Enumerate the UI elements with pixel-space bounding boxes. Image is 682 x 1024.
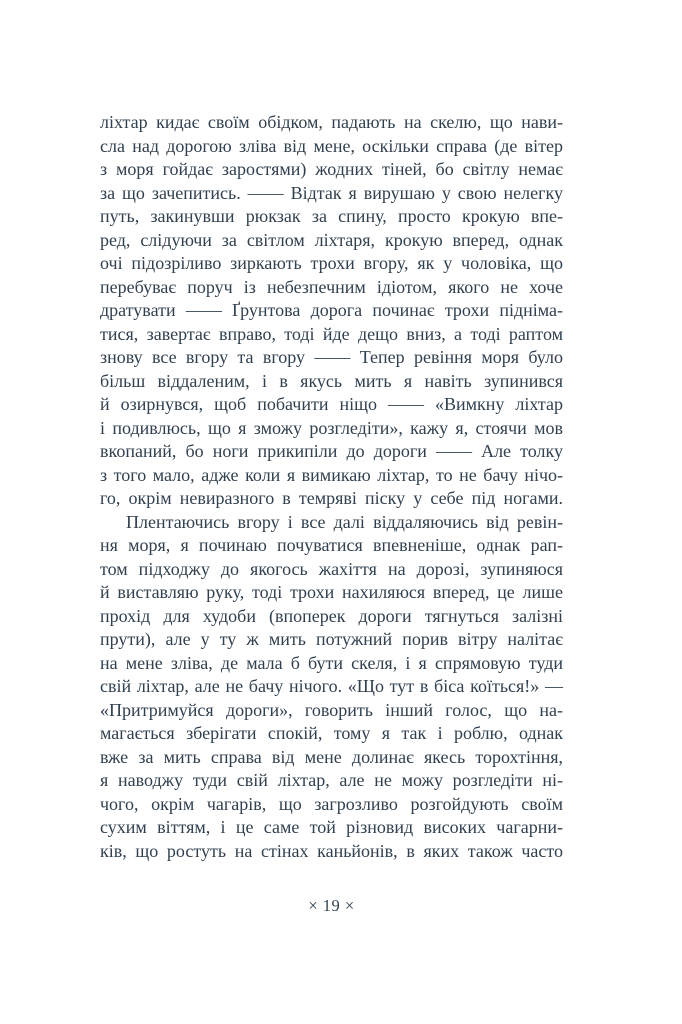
text-line: більш віддаленим, і в якусь мить я навіть зупинився <box>100 370 563 391</box>
paragraph-1 <box>100 111 563 511</box>
text-line: вкопаний, бо ноги прикипіли до дороги —— Але толку <box>100 441 563 461</box>
text-line: і подивлюсь, що я зможу розгледіти», кажу я, стоячи мов <box>100 417 563 438</box>
page-number-text: × 19 × <box>308 896 355 915</box>
text-line: перебуває поруч із небезпечним ідіотом, якого не хоче <box>100 276 563 297</box>
text-line: ред, слідуючи за світлом ліхтаря, крокую вперед, однак <box>100 229 563 250</box>
text-line: ня моря, я починаю почуватися впевненіше, однак рап- <box>100 535 563 555</box>
text-line: чого, окрім чагарів, що загрозливо розгойдують своїм <box>100 793 563 814</box>
text-line: на мене зліва, де мала б бути скеля, і я спрямовую туди <box>100 652 563 673</box>
text-block <box>100 111 563 863</box>
text-line: з того мало, адже коли я вимикаю ліхтар, то не бачу нічо- <box>100 464 563 485</box>
text-line: магається зберігати спокій, тому я так і роблю, однак <box>100 723 563 743</box>
text-line: й озирнувся, щоб побачити ніщо —— «Вимкну ліхтар <box>100 394 563 414</box>
text-line: вже за мить справа від мене долинає якесь торохтіння, <box>100 746 563 767</box>
paragraph-2 <box>100 511 563 864</box>
text-line: за що зачепитись. —— Відтак я вирушаю у свою нелегку <box>100 182 563 203</box>
text-line: го, окрім невиразного в темряві піску у себе під ногами. <box>100 488 563 508</box>
text-line: тися, завертає вправо, тоді йде дещо вниз, а тоді раптом <box>100 323 563 344</box>
text-line: дратувати —— Ґрунтова дорога починає трохи підніма- <box>100 300 563 320</box>
text-line: знову все вгору та вгору —— Тепер ревіння моря було <box>100 347 563 367</box>
text-line: з моря гойдає заростями) жодних тіней, бо світлу немає <box>100 159 563 179</box>
text-line: путь, закинувши рюкзак за спину, просто крокую впе- <box>100 206 563 226</box>
text-line: прохід для худоби (впоперек дороги тягнуться залізні <box>100 605 563 626</box>
text-line: прути), але у ту ж мить потужний порив вітру налітає <box>100 629 563 649</box>
text-line: том підходжу до якогось жахіття на дорозі, зупиняюся <box>100 558 563 579</box>
text-line: «Притримуйся дороги», говорить інший голос, що на- <box>100 699 563 720</box>
text-line: ків, що ростуть на стінах каньйонів, в яких також часто <box>100 840 563 861</box>
text-line: ліхтар кидає своїм обідком, падають на скелю, що нави- <box>100 112 563 132</box>
text-line: Плентаючись вгору і все далі віддаляючись від ревін- <box>126 511 563 532</box>
text-line: сла над дорогою зліва від мене, оскільки справа (де вітер <box>100 135 563 156</box>
text-line: свій ліхтар, але не бачу нічого. «Що тут в біса коїться!» — <box>100 676 563 696</box>
text-line: я наводжу туди свій ліхтар, але не можу розгледіти ні- <box>100 770 563 790</box>
text-line: очі підозріливо зиркають трохи вгору, як у чоловіка, що <box>100 253 563 273</box>
page-number <box>100 896 563 916</box>
text-line: сухим віттям, і це саме той різновид високих чагарни- <box>100 817 563 837</box>
text-line: й виставляю руку, тоді трохи нахиляюся вперед, це лише <box>100 582 563 602</box>
